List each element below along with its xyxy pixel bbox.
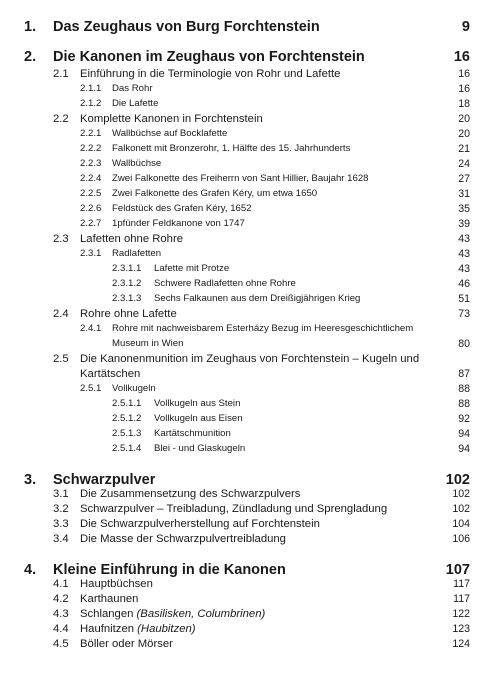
toc-entry-page: 102 bbox=[452, 488, 470, 500]
toc-entry-title-text: Zwei Falkonette des Freiherrn von Sant Hillier, Baujahr 1628 bbox=[112, 173, 369, 184]
toc-chapter bbox=[0, 18, 498, 36]
toc-entry-page: 9 bbox=[461, 19, 470, 35]
toc-entry-title-text: Feldstück des Grafen Kéry, 1652 bbox=[112, 203, 252, 214]
toc-entry-title-text: Lafette mit Protze bbox=[154, 263, 230, 274]
toc-entry-page: 94 bbox=[458, 428, 470, 440]
toc-entry bbox=[0, 247, 498, 261]
toc-entry-title bbox=[154, 292, 360, 306]
toc-entry bbox=[0, 322, 498, 336]
toc-entry-title bbox=[112, 172, 369, 186]
toc-entry-number: 2.5.1.4 bbox=[112, 443, 142, 454]
toc-entry-number: 2.3.1.1 bbox=[112, 263, 142, 274]
toc-entry-title bbox=[80, 532, 286, 547]
toc-entry-page: 124 bbox=[452, 638, 470, 650]
toc-entry-number: 2. bbox=[24, 49, 37, 65]
toc-entry-page: 122 bbox=[452, 608, 470, 620]
toc-entry-title-text: Wallbüchse auf Bocklafette bbox=[112, 128, 228, 139]
toc-entry-title-text: Haufnitzen bbox=[80, 623, 135, 635]
toc-entry-number: 4.3 bbox=[53, 608, 69, 620]
toc-entry-title bbox=[112, 142, 350, 156]
toc-entry-title-text: Die Kanonenmunition im Zeughaus von Forchtenstein – Kugeln und bbox=[80, 353, 420, 365]
toc-entry-title-text: Rohre mit nachweisbarem Esterházy Bezug im Heeresgeschichtlichem bbox=[112, 323, 414, 334]
toc-entry bbox=[0, 217, 498, 231]
toc-entry-title-text: Vollkugeln aus Eisen bbox=[154, 413, 243, 424]
toc-entry-title bbox=[112, 157, 161, 171]
toc-entry bbox=[0, 352, 498, 367]
toc-entry-number: 4.1 bbox=[53, 578, 69, 590]
toc-entry-title-text: 1pfünder Feldkanone von 1747 bbox=[112, 218, 245, 229]
toc-entry-title-text: Hauptbüchsen bbox=[80, 578, 153, 590]
toc-entry-title bbox=[112, 202, 252, 216]
toc-entry-title-text: Kleine Einführung in die Kanonen bbox=[53, 562, 286, 578]
toc-entry-title-text: Schlangen bbox=[80, 608, 134, 620]
toc-entry-title-text: Böller oder Mörser bbox=[80, 638, 173, 650]
toc-entry bbox=[0, 262, 498, 276]
toc-entry bbox=[0, 277, 498, 291]
toc-entry-number: 3.3 bbox=[53, 518, 69, 530]
toc-entry-title bbox=[112, 382, 156, 396]
toc-entry-page: 35 bbox=[458, 203, 470, 215]
toc-entry-number: 2.4 bbox=[53, 308, 69, 320]
toc-entry-page: 117 bbox=[453, 593, 470, 605]
toc-entry-page: 39 bbox=[458, 218, 470, 230]
toc-entry-title bbox=[112, 127, 227, 141]
toc-entry-number: 2.2.4 bbox=[80, 173, 102, 184]
toc-entry-number: 2.2.2 bbox=[80, 143, 102, 154]
toc-entry-title-text: Schwarzpulver – Treibladung, Zündladung und Sprengladung bbox=[80, 503, 388, 515]
toc-entry-title-text: Blei - und Glaskugeln bbox=[154, 443, 246, 454]
toc-entry-title-text: Schwarzpulver bbox=[53, 472, 156, 488]
toc-entry-page: 80 bbox=[458, 338, 470, 350]
toc-entry-page: 102 bbox=[445, 472, 470, 488]
toc-entry-number: 2.4.1 bbox=[80, 323, 102, 334]
toc-entry-page: 43 bbox=[458, 263, 470, 275]
toc-entry-page: 73 bbox=[458, 308, 470, 320]
toc-entry-title bbox=[53, 48, 365, 66]
toc-entry-number: 4. bbox=[24, 562, 37, 578]
toc-entry-title bbox=[112, 322, 413, 336]
toc-entry bbox=[0, 232, 498, 247]
toc-entry bbox=[0, 337, 498, 351]
toc-entry-title-text: Sechs Falkaunen aus dem Dreißigjährigen Krieg bbox=[154, 293, 361, 304]
toc-entry-number: 3. bbox=[24, 472, 37, 488]
toc-entry bbox=[0, 382, 498, 396]
toc-entry-page: 46 bbox=[458, 278, 470, 290]
toc-entry-number: 2.2 bbox=[53, 113, 69, 125]
toc-entry-title-text: Vollkugeln aus Stein bbox=[154, 398, 241, 409]
toc-entry bbox=[0, 622, 498, 637]
toc-entry-number: 4.5 bbox=[53, 638, 69, 650]
toc-entry bbox=[0, 397, 498, 411]
toc-entry-number: 2.2.1 bbox=[80, 128, 102, 139]
toc-entry-title bbox=[154, 442, 245, 456]
toc-entry-number: 2.5.1.3 bbox=[112, 428, 142, 439]
toc-entry bbox=[0, 412, 498, 426]
toc-entry-page: 123 bbox=[452, 623, 470, 635]
toc-entry bbox=[0, 487, 498, 502]
toc-entry-title bbox=[80, 367, 140, 382]
toc-entry-title bbox=[154, 427, 231, 441]
toc-entry-title-text: Das Zeughaus von Burg Forchtenstein bbox=[53, 19, 320, 35]
toc-entry bbox=[0, 292, 498, 306]
toc-entry-title-text: Lafetten ohne Rohre bbox=[80, 233, 184, 245]
toc-entry-page: 31 bbox=[458, 188, 470, 200]
toc-entry-number: 2.5.1 bbox=[80, 383, 102, 394]
toc-entry-title-text: Kartätschmunition bbox=[154, 428, 231, 439]
toc-entry-number: 2.2.7 bbox=[80, 218, 102, 229]
toc-entry-number: 4.2 bbox=[53, 593, 69, 605]
toc-entry bbox=[0, 127, 498, 141]
toc-entry bbox=[0, 67, 498, 82]
toc-entry-title bbox=[112, 187, 317, 201]
toc-entry-title bbox=[80, 487, 300, 502]
toc-entry-title bbox=[80, 637, 173, 652]
toc-entry bbox=[0, 367, 498, 382]
toc-entry-title-text: Vollkugeln bbox=[112, 383, 156, 394]
toc-entry bbox=[0, 202, 498, 216]
toc-entry-number: 2.1 bbox=[53, 68, 69, 80]
toc-entry bbox=[0, 532, 498, 547]
toc-entry-page: 92 bbox=[458, 413, 470, 425]
toc-entry-title-italic: (Haubitzen) bbox=[137, 623, 196, 635]
toc-entry-title bbox=[112, 217, 245, 231]
toc-entry-page: 16 bbox=[453, 49, 470, 65]
toc-entry-title-text: Museum in Wien bbox=[112, 338, 184, 349]
toc-entry bbox=[0, 142, 498, 156]
toc-entry bbox=[0, 82, 498, 96]
toc-entry-page: 27 bbox=[458, 173, 470, 185]
toc-entry-page: 102 bbox=[452, 503, 470, 515]
toc-entry-page: 106 bbox=[452, 533, 470, 545]
toc-entry-number: 2.1.2 bbox=[80, 98, 102, 109]
toc-entry bbox=[0, 427, 498, 441]
toc-entry-title-text: Die Kanonen im Zeughaus von Forchtenstein bbox=[53, 49, 365, 65]
toc-entry bbox=[0, 607, 498, 622]
toc-entry bbox=[0, 637, 498, 652]
toc-entry-title bbox=[80, 517, 320, 532]
toc-entry-number: 3.4 bbox=[53, 533, 69, 545]
toc-entry-page: 51 bbox=[458, 293, 470, 305]
toc-entry bbox=[0, 592, 498, 607]
toc-entry-number: 2.1.1 bbox=[80, 83, 102, 94]
toc-entry bbox=[0, 157, 498, 171]
toc-entry-title bbox=[80, 607, 265, 622]
toc-entry-title-text: Komplette Kanonen in Forchtenstein bbox=[80, 113, 263, 125]
toc-entry-title-text: Das Rohr bbox=[112, 83, 153, 94]
toc-entry-title bbox=[112, 247, 161, 261]
toc-entry bbox=[0, 442, 498, 456]
toc-entry-title bbox=[80, 577, 153, 592]
toc-entry-title-text: Wallbüchse bbox=[112, 158, 162, 169]
toc-entry-page: 88 bbox=[458, 383, 470, 395]
toc-entry-title-text: Schwere Radlafetten ohne Rohre bbox=[154, 278, 296, 289]
toc-entry-title bbox=[154, 397, 240, 411]
toc-entry-title-text: Rohre ohne Lafette bbox=[80, 308, 177, 320]
toc-entry-page: 94 bbox=[458, 443, 470, 455]
toc-entry-title-text: Die Masse der Schwarzpulvertreibladung bbox=[80, 533, 286, 545]
toc-entry-title bbox=[80, 352, 419, 367]
toc-entry-page: 20 bbox=[458, 128, 470, 140]
toc-entry-number: 2.5 bbox=[53, 353, 69, 365]
toc-entry-title-italic: (Basilisken, Columbrinen) bbox=[136, 608, 266, 620]
toc-entry-title-text: Radlafetten bbox=[112, 248, 162, 259]
toc-entry-page: 43 bbox=[458, 233, 470, 245]
toc-entry-title bbox=[112, 82, 153, 96]
toc-entry-number: 2.3 bbox=[53, 233, 69, 245]
toc-entry bbox=[0, 112, 498, 127]
toc-entry-page: 87 bbox=[458, 368, 470, 380]
toc-entry-number: 2.3.1 bbox=[80, 248, 102, 259]
toc-entry-number: 3.2 bbox=[53, 503, 69, 515]
toc-entry-number: 2.2.6 bbox=[80, 203, 102, 214]
toc-entry-page: 21 bbox=[458, 143, 470, 155]
toc-entry-page: 16 bbox=[458, 68, 470, 80]
toc-entry-title bbox=[112, 337, 183, 351]
toc-entry-title-text: Falkonett mit Bronzerohr, 1. Hälfte des 15. Jahrhunderts bbox=[112, 143, 351, 154]
toc-entry-page: 20 bbox=[458, 113, 470, 125]
toc-entry-page: 16 bbox=[458, 83, 470, 95]
toc-entry-number: 2.3.1.3 bbox=[112, 293, 142, 304]
toc-entry bbox=[0, 187, 498, 201]
toc-entry-title-text: Karthaunen bbox=[80, 593, 139, 605]
toc-entry-number: 1. bbox=[24, 19, 37, 35]
toc-entry-title bbox=[154, 262, 229, 276]
toc-entry-title-text: Zwei Falkonette des Grafen Kéry, um etwa 1650 bbox=[112, 188, 318, 199]
toc-entry-page: 43 bbox=[458, 248, 470, 260]
toc-entry-page: 107 bbox=[445, 562, 470, 578]
toc-entry-title bbox=[80, 592, 138, 607]
toc-entry-title-text: Einführung in die Terminologie von Rohr und Lafette bbox=[80, 68, 341, 80]
toc-entry-title bbox=[80, 112, 263, 127]
toc-entry bbox=[0, 577, 498, 592]
toc-entry-title bbox=[80, 307, 177, 322]
toc-entry-number: 2.5.1.2 bbox=[112, 413, 142, 424]
toc-entry-page: 88 bbox=[458, 398, 470, 410]
toc-entry-number: 2.2.3 bbox=[80, 158, 102, 169]
toc-entry-page: 18 bbox=[458, 98, 470, 110]
toc-entry-title-text: Die Zusammensetzung des Schwarzpulvers bbox=[80, 488, 301, 500]
toc-entry bbox=[0, 97, 498, 111]
toc-entry-page: 104 bbox=[452, 518, 470, 530]
toc-entry-number: 2.3.1.2 bbox=[112, 278, 142, 289]
toc-entry-title bbox=[80, 67, 340, 82]
toc-entry-title-text: Die Lafette bbox=[112, 98, 159, 109]
toc-entry bbox=[0, 307, 498, 322]
toc-entry-title bbox=[80, 502, 387, 517]
toc-entry-number: 2.2.5 bbox=[80, 188, 102, 199]
toc-entry-title bbox=[112, 97, 158, 111]
toc-entry-title-text: Kartätschen bbox=[80, 368, 141, 380]
toc-entry-page: 117 bbox=[453, 578, 470, 590]
toc-entry-page: 24 bbox=[458, 158, 470, 170]
toc-entry-title bbox=[80, 232, 183, 247]
toc-entry-number: 4.4 bbox=[53, 623, 69, 635]
toc-chapter bbox=[0, 48, 498, 66]
toc-entry-title bbox=[53, 18, 320, 36]
toc-entry-number: 2.5.1.1 bbox=[112, 398, 142, 409]
toc-entry-title bbox=[154, 277, 296, 291]
toc-entry-title-text: Die Schwarzpulverherstellung auf Forchtenstein bbox=[80, 518, 320, 530]
toc-entry-number: 3.1 bbox=[53, 488, 69, 500]
toc-entry bbox=[0, 517, 498, 532]
toc-entry-title bbox=[154, 412, 243, 426]
toc-entry bbox=[0, 172, 498, 186]
toc-entry bbox=[0, 502, 498, 517]
toc-entry-title bbox=[80, 622, 196, 637]
